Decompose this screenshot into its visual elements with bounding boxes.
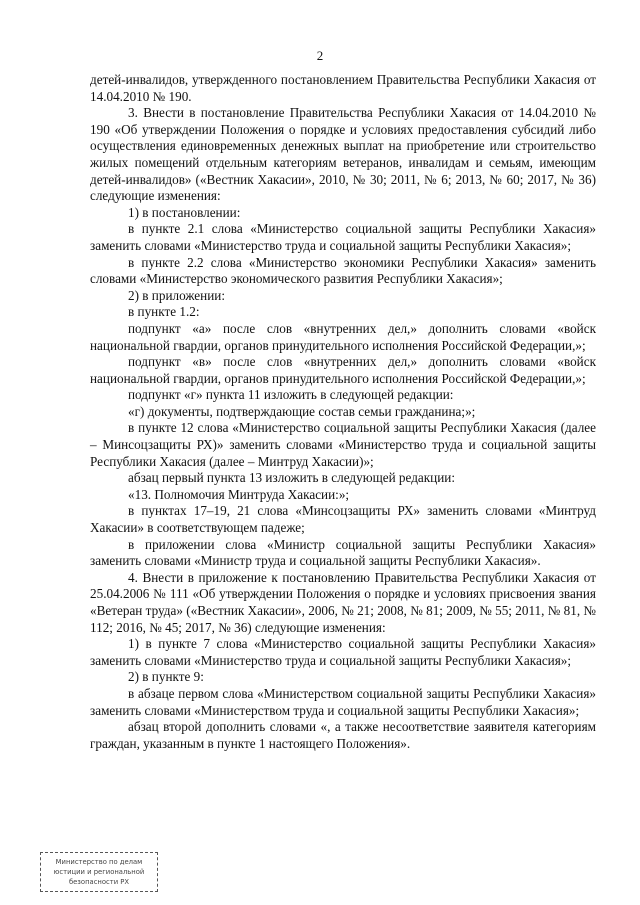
- paragraph-1: детей-инвалидов, утвержденного постановлением Правительства Республики Хакасия от 14.04.2010 № 190.: [90, 72, 596, 104]
- stamp-line-1: Министерство по делам: [55, 858, 143, 866]
- paragraph-14: «13. Полномочия Минтруда Хакасии:»;: [128, 486, 350, 502]
- paragraph-4: в пункте 2.1 слова «Министерство социальной защиты Республики Хакасия» заменить словами «Министерство труда и социальной защиты Республики Хакасия»;: [90, 221, 596, 253]
- paragraph-7: в пункте 1.2:: [128, 304, 200, 320]
- registration-stamp: [40, 852, 158, 892]
- paragraph-2: 3. Внести в постановление Правительства Республики Хакасия от 14.04.2010 № 190 «Об утверждении Положения о порядке и условиях предоставления субсидий либо осуществления единовременных денежных выплат на приобретение или строительство жилых помещений отдельным категориям ветеранов, инвалидам и семьям, имеющим детей-инвалидов» («Вестник Хакасии», 2010, № 30; 2011, № 6; 2013, № 60; 2017, № 36) следующие изменения:: [90, 105, 596, 204]
- paragraph-21: абзац второй дополнить словами «, а также несоответствие заявителя категориям граждан, указанным в пункте 1 настоящего Положения».: [90, 719, 596, 751]
- paragraph-18: 1) в пункте 7 слова «Министерство социальной защиты Республики Хакасия» заменить словами «Министерство труда и социальной защиты Республики Хакасия»;: [90, 636, 596, 668]
- page-number: 2: [316, 48, 324, 63]
- paragraph-15: в пунктах 17–19, 21 слова «Минсоцзащиты РХ» заменить словами «Минтруд Хакасии» в соответствующем падеже;: [90, 503, 596, 536]
- paragraph-8: подпункт «а» после слов «внутренних дел,» дополнить словами «войск национальной гвардии, органов принудительного исполнения Российской Федерации,»;: [90, 320, 596, 353]
- paragraph-11: «г) документы, подтверждающие состав семьи гражданина;»;: [128, 403, 476, 419]
- paragraph-12: в пункте 12 слова «Министерство социальной защиты Республики Хакасия (далее – Минсоцзащиты РХ)» заменить словами «Министерство труда и социальной защиты Республики Хакасия (далее – Минтруд Хакасии)»;: [90, 420, 596, 469]
- stamp-line-3: безопасности РХ: [68, 878, 130, 886]
- paragraph-16: в приложении слова «Министр социальной защиты Республики Хакасия» заменить словами «Министр труда и социальной защиты Республики Хакасия».: [90, 536, 596, 569]
- paragraph-17: 4. Внести в приложение к постановлению Правительства Республики Хакасия от 25.04.2006 № 111 «Об утверждении Положения о порядке и условиях присвоения звания «Ветеран труда» («Вестник Хакасии», 2006, № 21; 2008, № 81; 2009, № 55; 2011, № 81, № 112; 2016, № 45; 2017, № 36) следующие изменения:: [90, 569, 596, 635]
- paragraph-20: в абзаце первом слова «Министерством социальной защиты Республики Хакасия» заменить словами «Министерством труда и социальной защиты Республики Хакасия»;: [90, 685, 596, 718]
- paragraph-19: 2) в пункте 9:: [128, 669, 204, 685]
- paragraph-6: 2) в приложении:: [128, 287, 225, 303]
- document-body: [90, 72, 596, 752]
- paragraph-5: в пункте 2.2 слова «Министерство экономики Республики Хакасия» заменить словами «Министерство экономического развития Республики Хакасия»;: [90, 254, 596, 287]
- paragraph-9: подпункт «в» после слов «внутренних дел,» дополнить словами «войск национальной гвардии, органов принудительного исполнения Российской Федерации,»;: [90, 354, 596, 386]
- paragraph-13: абзац первый пункта 13 изложить в следующей редакции:: [128, 470, 456, 486]
- paragraph-10: подпункт «г» пункта 11 изложить в следующей редакции:: [128, 387, 454, 403]
- paragraph-3: 1) в постановлении:: [128, 204, 241, 220]
- stamp-line-2: юстиции и региональной: [53, 868, 145, 876]
